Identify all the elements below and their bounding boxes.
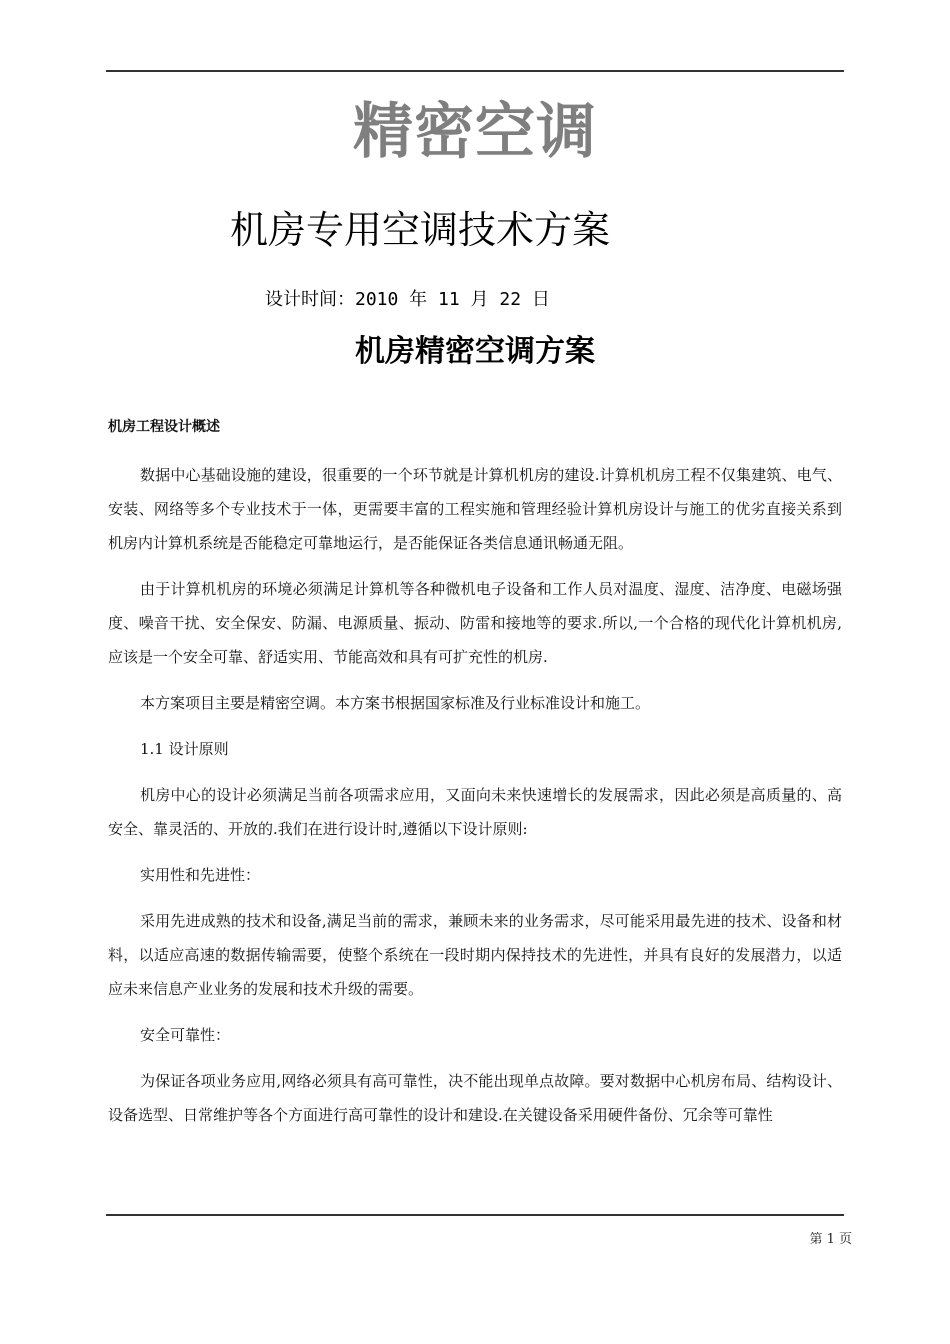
paragraph: 机房中心的设计必须满足当前各项需求应用，又面向未来快速增长的发展需求，因此必须是高质量的、高安全、靠灵活的、开放的.我们在进行设计时,遵循以下设计原则:: [108, 786, 842, 838]
watermark-title: 精密空调: [353, 97, 597, 167]
section-heading: 机房工程设计概述: [108, 419, 220, 435]
document-title: 机房专用空调技术方案: [230, 208, 611, 252]
page-number: 第 1 页: [809, 1232, 852, 1247]
design-time: 设计时间：2010 年 11 月 22 日: [265, 289, 550, 310]
header-rule: [106, 70, 844, 72]
document-body: [108, 416, 842, 1144]
paragraph-heading: 安全可靠性：: [140, 1026, 231, 1044]
paragraph: 采用先进成熟的技术和设备,满足当前的需求，兼顾未来的业务需求，尽可能采用最先进的技术、设备和材料，以适应高速的数据传输需要，使整个系统在一段时期内保持技术的先进性，并具有良好的发展潜力，以适应未来信息产业业务的发展和技术升级的需要。: [108, 912, 842, 998]
paragraph: 数据中心基础设施的建设，很重要的一个环节就是计算机机房的建设.计算机机房工程不仅集建筑、电气、安装、网络等多个专业技术于一体，更需要丰富的工程实施和管理经验计算机房设计与施工的优劣直接关系到机房内计算机系统是否能稳定可靠地运行，是否能保证各类信息通讯畅通无阻。: [108, 466, 842, 552]
document-subtitle: 机房精密空调方案: [355, 334, 595, 369]
footer-rule: [106, 1214, 844, 1216]
paragraph: 本方案项目主要是精密空调。本方案书根据国家标准及行业标准设计和施工。: [140, 694, 651, 712]
paragraph-heading: 实用性和先进性：: [140, 866, 261, 884]
paragraph: 为保证各项业务应用,网络必须具有高可靠性，决不能出现单点故障。要对数据中心机房布局、结构设计、设备选型、日常维护等各个方面进行高可靠性的设计和建设.在关键设备采用硬件备份、冗余等可靠性: [108, 1072, 842, 1124]
paragraph: 由于计算机机房的环境必须满足计算机等各种微机电子设备和工作人员对温度、湿度、洁净度、电磁场强度、噪音干扰、安全保安、防漏、电源质量、振动、防雷和接地等的要求.所以,一个合格的现代化计算机机房,应该是一个安全可靠、舒适实用、节能高效和具有可扩充性的机房.: [108, 580, 842, 666]
subsection-heading: 1.1 设计原则: [140, 740, 229, 758]
